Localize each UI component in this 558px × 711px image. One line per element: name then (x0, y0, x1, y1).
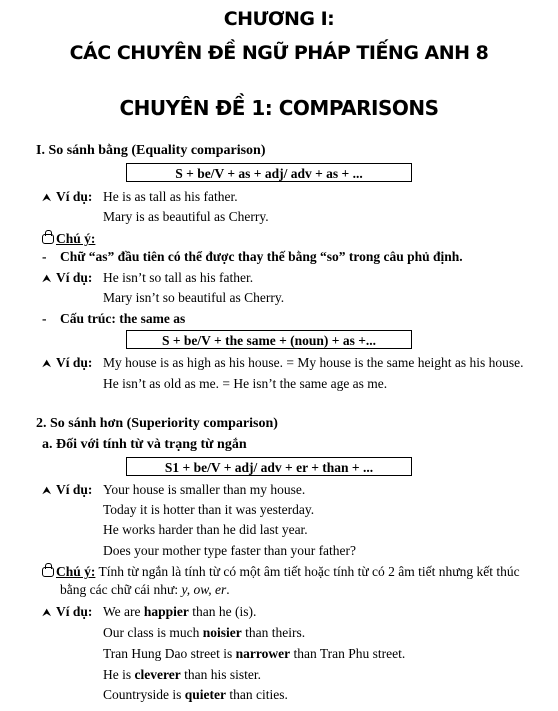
arrow-bullet-icon: ⮝ (42, 192, 52, 204)
example-line: Our class is much noisier than theirs. (103, 625, 306, 640)
note-end: . (226, 582, 230, 597)
chapter-title-line1: CHƯƠNG I: (223, 8, 335, 30)
example-line: He isn’t as old as me. = He isn’t the same age as me. (103, 376, 388, 391)
note-text: Tính từ ngắn là tính từ có một âm tiết hoặc tính từ có 2 âm tiết nhưng kết thúc (95, 564, 520, 579)
example-line: Does your mother type faster than your father? (103, 543, 357, 558)
section2-sub-a: a. Đối với tính từ và trạng từ ngắn (42, 437, 247, 452)
example-row (42, 355, 92, 371)
section1-formula: S + be/V + as + adj/ adv + as + ... (126, 163, 412, 182)
note-label: Chú ý: (56, 564, 96, 579)
section1-heading: I. So sánh bằng (Equality comparison) (36, 143, 266, 158)
example-line: We are happier than he (is). (103, 604, 257, 619)
section1-formula2: S + be/V + the same + (noun) + as +... (126, 330, 412, 349)
example-label: Ví dụ: (56, 355, 93, 370)
example-line: Tran Hung Dao street is narrower than Tran Phu street. (103, 646, 406, 661)
example-label: Ví dụ: (56, 270, 93, 285)
note-paragraph (42, 564, 520, 580)
arrow-bullet-icon: ⮝ (42, 273, 52, 285)
example-label: Ví dụ: (56, 604, 93, 619)
example-line: Today it is hotter than it was yesterday. (103, 502, 315, 517)
example-row (42, 189, 92, 205)
example-line: He is as tall as his father. (103, 189, 238, 204)
example-line: Your house is smaller than my house. (103, 482, 306, 497)
example-row (42, 604, 92, 620)
note-bullet: - (42, 311, 47, 326)
example-row (42, 482, 92, 498)
arrow-bullet-icon: ⮝ (42, 607, 52, 619)
example-line: Mary isn’t so beautiful as Cherry. (103, 290, 285, 305)
example-label: Ví dụ: (56, 189, 93, 204)
note-heading (42, 231, 95, 247)
section2-formula: S1 + be/V + adj/ adv + er + than + ... (126, 457, 412, 476)
note-text: Chữ “as” đầu tiên có thể được thay thế bằng “so” trong câu phủ định. (60, 249, 463, 264)
example-row (42, 270, 92, 286)
lock-note-icon (42, 234, 54, 244)
note-label: Chú ý: (56, 231, 96, 246)
note-text: bằng các chữ cái như: (60, 582, 182, 597)
example-line: He isn’t so tall as his father. (103, 270, 254, 285)
arrow-bullet-icon: ⮝ (42, 358, 52, 370)
note-letters: y, ow, er (181, 582, 227, 597)
example-line: He is cleverer than his sister. (103, 667, 261, 682)
note-bullet: - (42, 249, 47, 264)
example-label: Ví dụ: (56, 482, 93, 497)
arrow-bullet-icon: ⮝ (42, 485, 52, 497)
lock-note-icon (42, 567, 54, 577)
example-line: My house is as high as his house. = My house is the same height as his house. (103, 355, 524, 370)
note-text: Cấu trúc: the same as (60, 311, 186, 326)
example-line: Countryside is quieter than cities. (103, 687, 288, 702)
note-paragraph-cont (60, 582, 230, 598)
example-line: He works harder than he did last year. (103, 522, 308, 537)
chapter-title-line2: CÁC CHUYÊN ĐỀ NGỮ PHÁP TIẾNG ANH 8 (69, 42, 489, 64)
example-line: Mary is as beautiful as Cherry. (103, 209, 269, 224)
topic-title: CHUYÊN ĐỀ 1: COMPARISONS (119, 96, 439, 120)
section2-heading: 2. So sánh hơn (Superiority comparison) (36, 416, 278, 431)
